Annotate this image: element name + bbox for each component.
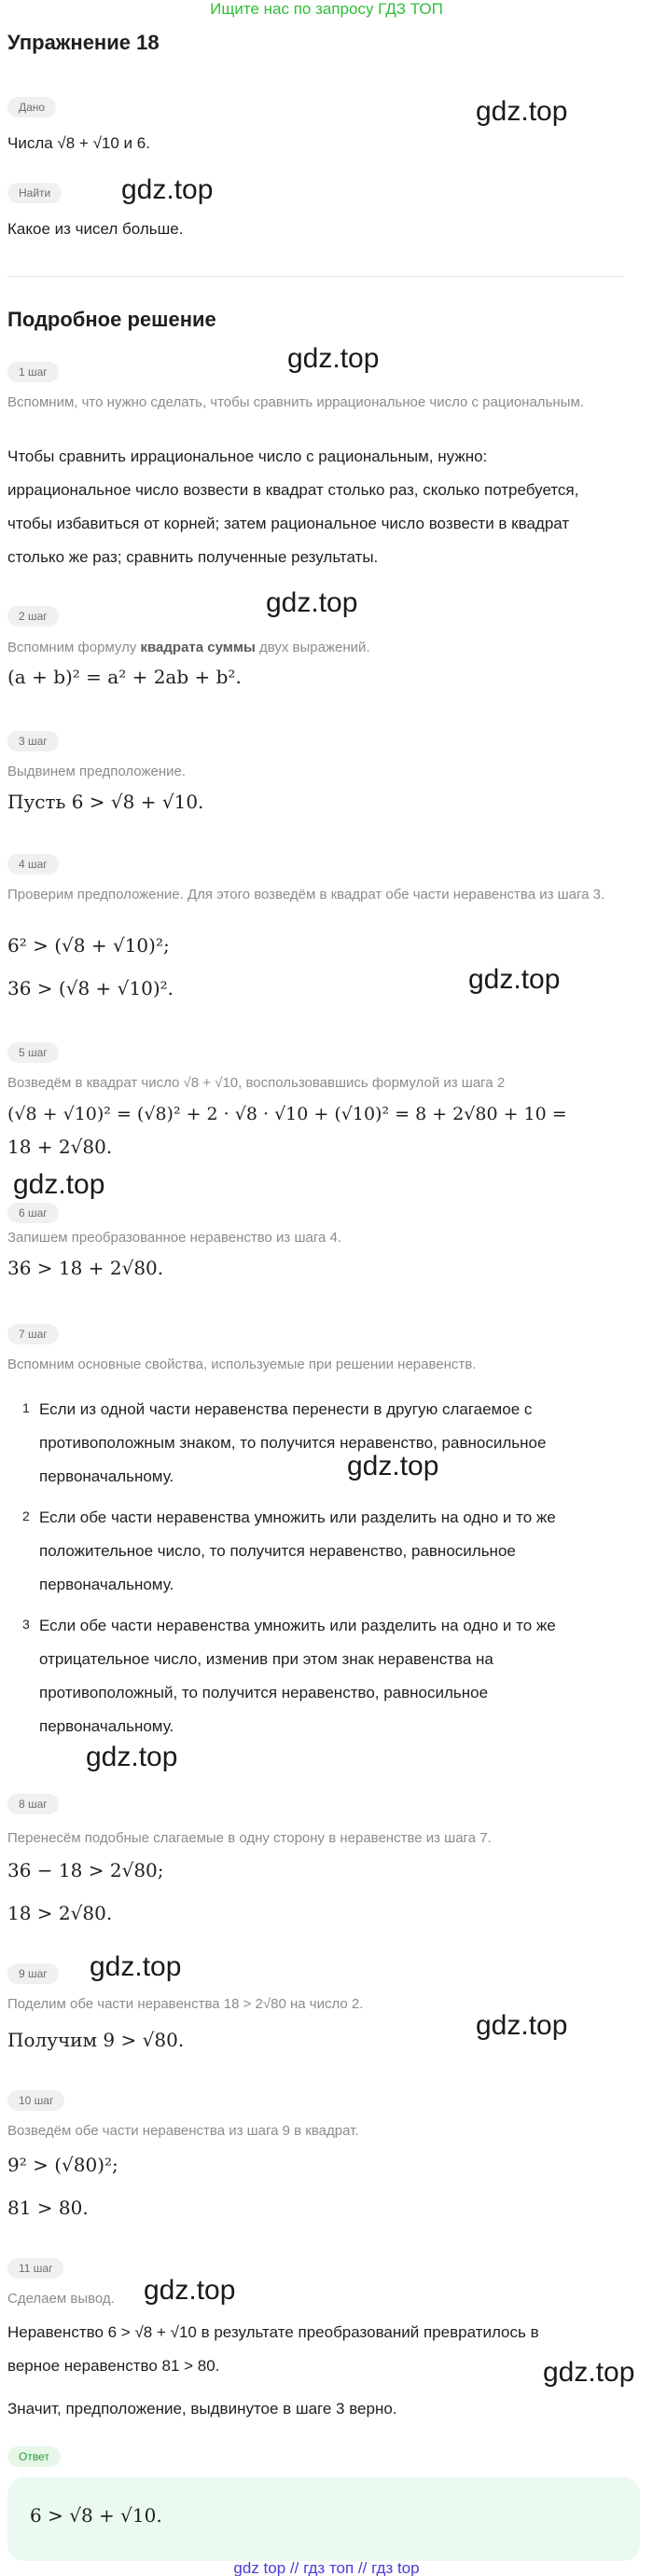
step-hint: Возведём в квадрат число √8 + √10, воспользовавшись формулой из шага 2 bbox=[7, 1075, 506, 1091]
watermark: gdz.top bbox=[347, 1451, 439, 1481]
list-number: 3 bbox=[22, 1617, 30, 1632]
list-item: отрицательное число, изменив при этом знак неравенства на bbox=[39, 1650, 493, 1668]
list-item: противоположный, то получится неравенство, равносильное bbox=[39, 1684, 489, 1701]
watermark: gdz.top bbox=[144, 2275, 236, 2306]
step-hint: Запишем преобразованное неравенство из шага 4. bbox=[7, 1230, 342, 1246]
list-item: первоначальному. bbox=[39, 1467, 174, 1485]
formula: Получим 9 > √80. bbox=[7, 2029, 185, 2051]
step-text: Неравенство 6 > √8 + √10 в результате преобразований превратилось в bbox=[7, 2323, 539, 2341]
step-badge: 2 шаг bbox=[7, 606, 59, 627]
given-text: Числа √8 + √10 и 6. bbox=[7, 134, 150, 152]
step-hint: Проверим предположение. Для этого возведём в квадрат обе части неравенства из шага 3. bbox=[7, 887, 605, 902]
footer-links[interactable]: gdz top // гдз топ // гдз top bbox=[233, 2559, 420, 2576]
formula: 36 > 18 + 2√80. bbox=[7, 1257, 164, 1279]
step-text: столько же раз; сравнить полученные результаты. bbox=[7, 548, 379, 566]
top-search-hint[interactable]: Ищите нас по запросу ГДЗ ТОП bbox=[210, 0, 443, 18]
watermark: gdz.top bbox=[476, 2010, 568, 2041]
step-text: Значит, предположение, выдвинутое в шаге 3 верно. bbox=[7, 2400, 397, 2418]
watermark: gdz.top bbox=[476, 96, 568, 127]
step-badge: 1 шаг bbox=[7, 362, 59, 382]
step-text: чтобы избавиться от корней; затем рациональное число возвести в квадрат bbox=[7, 515, 570, 532]
formula: 6² > (√8 + √10)²; bbox=[7, 934, 170, 957]
step-badge: 11 шаг bbox=[7, 2258, 63, 2279]
step-badge: 6 шаг bbox=[7, 1203, 59, 1223]
formula: 18 + 2√80. bbox=[7, 1136, 113, 1158]
step-hint: Выдвинем предположение. bbox=[7, 764, 187, 779]
formula: 36 > (√8 + √10)². bbox=[7, 977, 174, 999]
formula: 81 > 80. bbox=[7, 2197, 89, 2219]
list-item: Если обе части неравенства умножить или разделить на одно и то же bbox=[39, 1617, 556, 1634]
watermark: gdz.top bbox=[90, 1951, 182, 1982]
list-item: положительное число, то получится неравенство, равносильное bbox=[39, 1542, 516, 1560]
step-hint: Вспомним формулу квадрата суммы двух выражений. bbox=[7, 640, 370, 655]
watermark: gdz.top bbox=[86, 1742, 178, 1772]
step-hint: Возведём обе части неравенства из шага 9 в квадрат. bbox=[7, 2123, 359, 2139]
list-item: Если из одной части неравенства перенести в другую слагаемое с bbox=[39, 1400, 533, 1418]
step-text: иррациональное число возвести в квадрат столько раз, сколько потребуется, bbox=[7, 481, 579, 499]
step-badge: 3 шаг bbox=[7, 731, 59, 751]
watermark: gdz.top bbox=[543, 2357, 635, 2388]
watermark: gdz.top bbox=[13, 1169, 105, 1200]
formula: (√8 + √10)² = (√8)² + 2 · √8 · √10 + (√10)² = 8 + 2√80 + 10 = bbox=[7, 1104, 567, 1124]
solution-title: Подробное решение bbox=[7, 308, 216, 331]
watermark: gdz.top bbox=[121, 174, 214, 205]
formula: 9² > (√80)²; bbox=[7, 2154, 118, 2176]
step-hint: Поделим обе части неравенства 18 > 2√80 на число 2. bbox=[7, 1996, 364, 2012]
list-item: Если обе части неравенства умножить или разделить на одно и то же bbox=[39, 1508, 556, 1526]
list-item: первоначальному. bbox=[39, 1576, 174, 1593]
watermark: gdz.top bbox=[287, 343, 380, 374]
list-item: противоположным знаком, то получится неравенство, равносильное bbox=[39, 1434, 547, 1452]
step-badge: 4 шаг bbox=[7, 854, 59, 875]
answer-badge: Ответ bbox=[7, 2446, 61, 2467]
formula: 18 > 2√80. bbox=[7, 1902, 113, 1924]
step-text: Чтобы сравнить иррациональное число с рациональным, нужно: bbox=[7, 448, 488, 465]
formula: 36 − 18 > 2√80; bbox=[7, 1859, 164, 1881]
step-badge: 8 шаг bbox=[7, 1794, 59, 1814]
list-item: первоначальному. bbox=[39, 1717, 174, 1735]
step-hint: Перенесём подобные слагаемые в одну сторону в неравенстве из шага 7. bbox=[7, 1830, 492, 1846]
divider bbox=[7, 276, 623, 277]
step-badge: 7 шаг bbox=[7, 1324, 59, 1344]
page-title: Упражнение 18 bbox=[7, 31, 160, 54]
list-number: 1 bbox=[22, 1400, 30, 1415]
find-text: Какое из чисел больше. bbox=[7, 220, 184, 238]
formula: Пусть 6 > √8 + √10. bbox=[7, 791, 204, 813]
step-text: верное неравенство 81 > 80. bbox=[7, 2357, 220, 2375]
find-badge: Найти bbox=[7, 183, 62, 203]
step-hint: Сделаем вывод. bbox=[7, 2291, 115, 2307]
watermark: gdz.top bbox=[468, 964, 561, 995]
formula: (a + b)² = a² + 2ab + b². bbox=[7, 666, 242, 688]
watermark: gdz.top bbox=[266, 587, 358, 618]
given-badge: Дано bbox=[7, 97, 56, 117]
step-badge: 9 шаг bbox=[7, 1963, 59, 1984]
answer-formula: 6 > √8 + √10. bbox=[30, 2504, 162, 2527]
step-hint: Вспомним основные свойства, используемые при решении неравенств. bbox=[7, 1357, 477, 1372]
step-hint: Вспомним, что нужно сделать, чтобы сравнить иррациональное число с рациональным. bbox=[7, 394, 584, 410]
step-badge: 10 шаг bbox=[7, 2090, 64, 2111]
list-number: 2 bbox=[22, 1508, 30, 1523]
step-badge: 5 шаг bbox=[7, 1042, 59, 1063]
